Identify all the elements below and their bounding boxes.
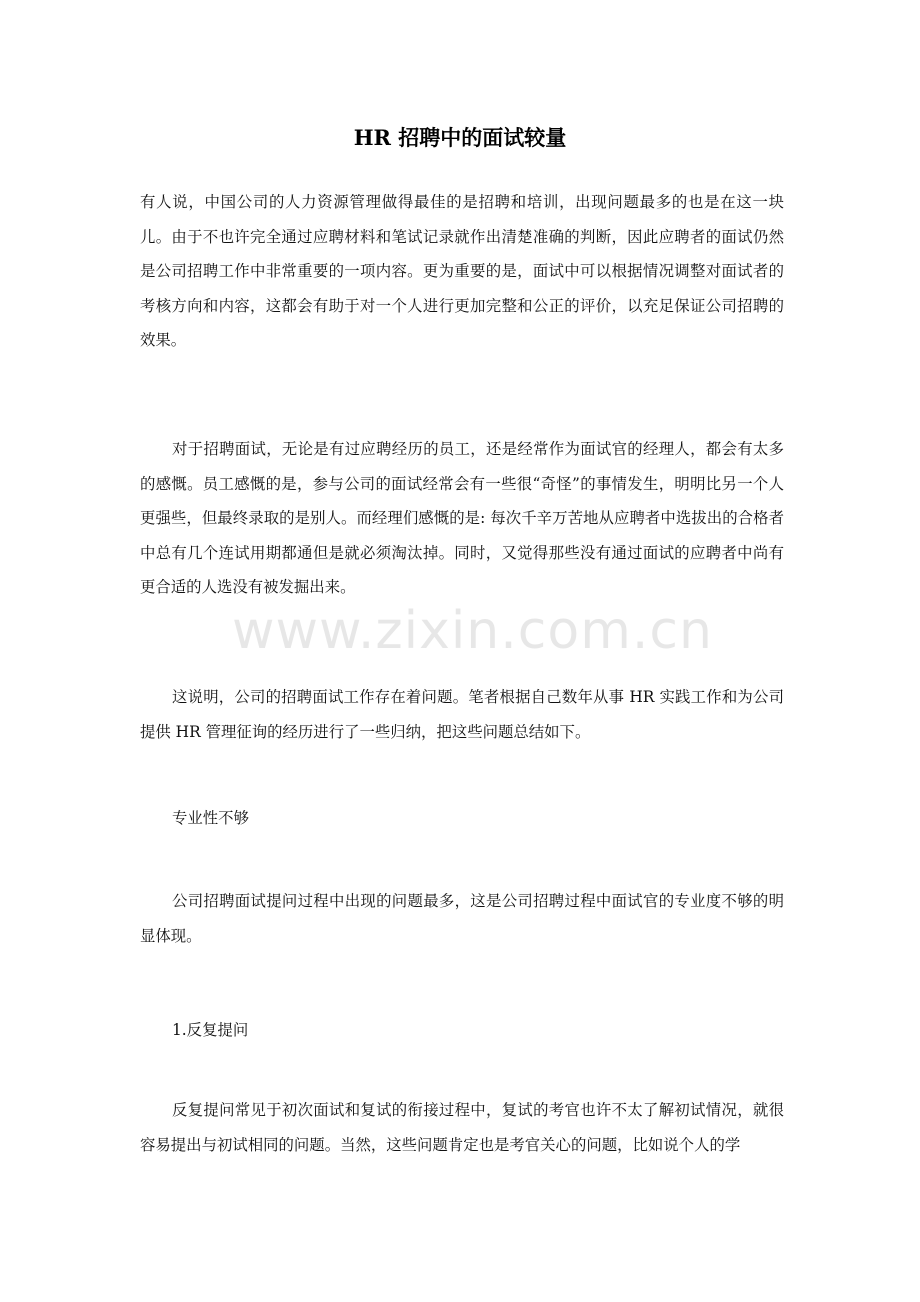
paragraph-professionalism: 公司招聘面试提问过程中出现的问题最多，这是公司招聘过程中面试官的专业度不够的明显体现。 — [140, 892, 784, 945]
paragraph-interview-feelings: 对于招聘面试，无论是有过应聘经历的员工，还是经常作为面试官的经理人，都会有太多的感慨。员工感慨的是，参与公司的面试经常会有一些很“奇怪”的事情发生，明明比另一个人更强些，但最终录取的是别人。而经理们感慨的是: 每次千辛万苦地从应聘者中选拔出的合格者中总有几个连试用期都通但是就必须淘汰掉。同时，又觉得那些没有通过面试的应聘者中尚有更合适的人选没有被发掘出来。 — [140, 440, 784, 596]
document-title: HR 招聘中的面试较量 — [353, 125, 567, 150]
section-heading-professionalism: 专业性不够 — [172, 809, 249, 827]
paragraph-repeated-questions: 反复提问常见于初次面试和复试的衔接过程中，复试的考官也许不太了解初试情况，就很容易提出与初试相同的问题。当然，这些问题肯定也是考官关心的问题，比如说个人的学 — [140, 1101, 784, 1154]
paragraph-problem-statement: 这说明，公司的招聘面试工作存在着问题。笔者根据自己数年从事 HR 实践工作和为公司提供 HR 管理征询的经历进行了一些归纳，把这些问题总结如下。 — [140, 688, 784, 741]
paragraph-intro: 有人说，中国公司的人力资源管理做得最佳的是招聘和培训，出现问题最多的也是在这一块儿。由于不也许完全通过应聘材料和笔试记录就作出清楚准确的判断，因此应聘者的面试仍然是公司招聘工作中非常重要的一项内容。更为重要的是，面试中可以根据情况调整对面试者的考核方向和内容，这都会有助于对一个人进行更加完整和公正的评价，以充足保证公司招聘的效果。 — [140, 193, 784, 349]
watermark: www.zixin.com.cn — [232, 601, 713, 661]
section-heading-repeated-questions: 1.反复提问 — [172, 1021, 249, 1039]
